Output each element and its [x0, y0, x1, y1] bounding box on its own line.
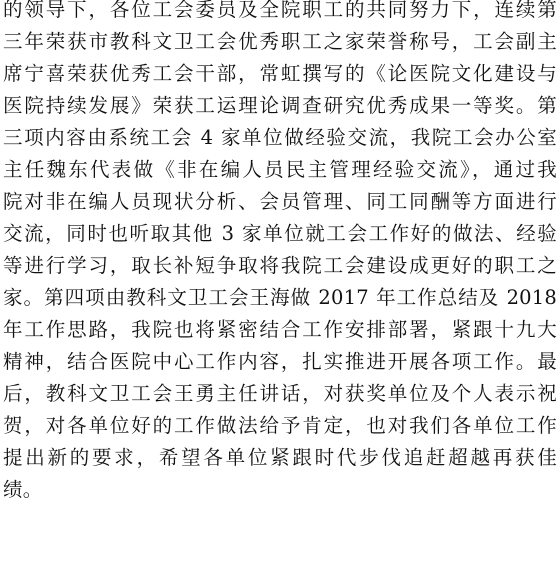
- text-line-1: 的领导下，各位工会委员及全院职工的共同努力下，连续第: [3, 0, 557, 21]
- text-line-10: 家。第四项由教科文卫工会王海做 2017 年工作总结及 2018: [3, 286, 557, 309]
- text-line-3: 席宁喜荣获优秀工会干部，常虹撰写的《论医院文化建设与: [3, 62, 557, 85]
- text-line-13: 后，教科文卫工会王勇主任讲话，对获奖单位及个人表示祝: [3, 382, 557, 405]
- text-line-8: 交流，同时也听取其他 3 家单位就工会工作好的做法、经验: [3, 222, 557, 245]
- text-line-11: 年工作思路，我院也将紧密结合工作安排部署，紧跟十九大: [3, 318, 557, 341]
- text-line-15: 提出新的要求，希望各单位紧跟时代步伐追赶超越再获佳: [3, 446, 557, 469]
- text-line-14: 贺，对各单位好的工作做法给予肯定，也对我们各单位工作: [3, 414, 557, 437]
- text-line-7: 院对非在编人员现状分析、会员管理、同工同酬等方面进行: [3, 190, 557, 213]
- text-line-16: 绩。: [3, 478, 43, 501]
- text-line-4: 医院持续发展》荣获工运理论调查研究优秀成果一等奖。第: [3, 94, 557, 117]
- text-line-2: 三年荣获市教科文卫工会优秀职工之家荣誉称号，工会副主: [3, 30, 557, 53]
- text-line-6: 主任魏东代表做《非在编人员民主管理经验交流》，通过我: [3, 158, 557, 181]
- text-line-12: 精神，结合医院中心工作内容，扎实推进开展各项工作。最: [3, 350, 557, 373]
- text-line-5: 三项内容由系统工会 4 家单位做经验交流，我院工会办公室: [3, 126, 557, 149]
- text-line-9: 等进行学习，取长补短争取将我院工会建设成更好的职工之: [3, 254, 557, 277]
